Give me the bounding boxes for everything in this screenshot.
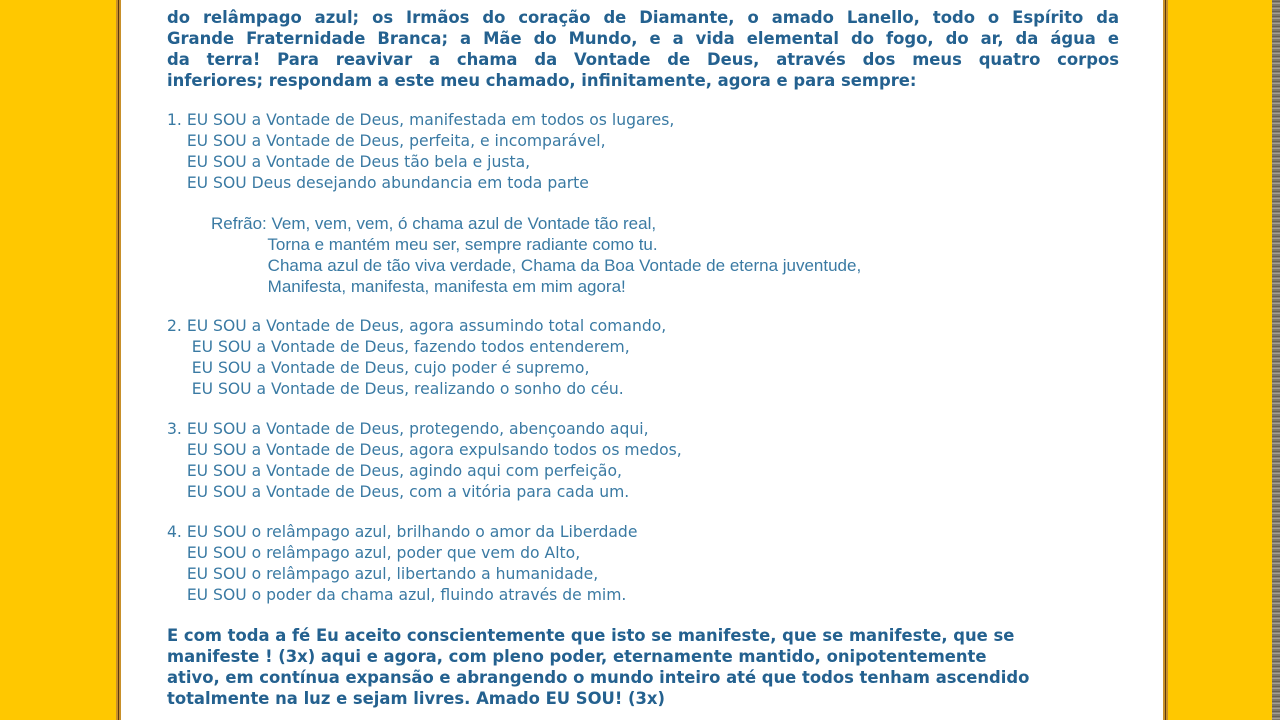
textured-edge-strip	[1272, 0, 1280, 720]
closing-line: ativo, em contínua expansão e abrangendo o mundo inteiro até que todos tenham ascendido	[167, 668, 1030, 687]
stanza-line: EU SOU o relâmpago azul, poder que vem do Alto,	[167, 544, 581, 562]
left-yellow-panel	[0, 0, 116, 720]
stanza-line: EU SOU o relâmpago azul, libertando a humanidade,	[167, 565, 599, 583]
intro-line: Grande Fraternidade Branca; a Mãe do Mundo, e a vida elemental do fogo, do ar, da água e	[167, 29, 1119, 48]
stanza-line: EU SOU a Vontade de Deus, fazendo todos entenderem,	[167, 338, 630, 356]
refrain-line: Refrão: Vem, vem, vem, ó chama azul de Vontade tão real,	[211, 214, 657, 233]
refrain-line: Torna e mantém meu ser, sempre radiante como tu.	[211, 235, 658, 254]
stanza-line: EU SOU o poder da chama azul, fluindo através de mim.	[167, 586, 627, 604]
right-yellow-panel	[1168, 0, 1272, 720]
stanza-line: 1. EU SOU a Vontade de Deus, manifestada em todos os lugares,	[167, 111, 675, 129]
stanza-4	[167, 522, 1119, 606]
stanza-line: EU SOU Deus desejando abundancia em toda parte	[167, 174, 589, 192]
stanza-line: EU SOU a Vontade de Deus, agora expulsando todos os medos,	[167, 441, 682, 459]
stanza-3	[167, 419, 1119, 503]
intro-line: inferiores; respondam a este meu chamado, infinitamente, agora e para sempre:	[167, 71, 917, 90]
closing-line: totalmente na luz e sejam livres. Amado EU SOU! (3x)	[167, 689, 665, 708]
closing-line: E com toda a fé Eu aceito conscientemente que isto se manifeste, que se manifeste, que se	[167, 626, 1015, 645]
stanza-line: 4. EU SOU o relâmpago azul, brilhando o amor da Liberdade	[167, 523, 638, 541]
refrain	[167, 213, 1119, 297]
stanza-line: EU SOU a Vontade de Deus, cujo poder é supremo,	[167, 359, 590, 377]
invocation-paragraph	[167, 0, 1119, 91]
stanza-line: 2. EU SOU a Vontade de Deus, agora assumindo total comando,	[167, 317, 667, 335]
refrain-line: Chama azul de tão viva verdade, Chama da Boa Vontade de eterna juventude,	[211, 256, 862, 275]
intro-line: da terra! Para reavivar a chama da Vontade de Deus, através dos meus quatro corpos	[167, 50, 1119, 69]
closing-line: manifeste ! (3x) aqui e agora, com pleno poder, eternamente mantido, onipotentemente	[167, 647, 987, 666]
stanza-line: EU SOU a Vontade de Deus, agindo aqui com perfeição,	[167, 462, 622, 480]
stanza-line: EU SOU a Vontade de Deus tão bela e justa,	[167, 153, 531, 171]
stanza-2	[167, 316, 1119, 400]
document-body	[167, 0, 1119, 709]
stanza-line: 3. EU SOU a Vontade de Deus, protegendo, abençoando aqui,	[167, 420, 649, 438]
refrain-line: Manifesta, manifesta, manifesta em mim agora!	[211, 277, 626, 296]
stanza-line: EU SOU a Vontade de Deus, com a vitória para cada um.	[167, 483, 630, 501]
document-page	[121, 0, 1163, 720]
stanza-line: EU SOU a Vontade de Deus, perfeita, e incomparável,	[167, 132, 606, 150]
intro-line: do relâmpago azul; os Irmãos do coração de Diamante, o amado Lanello, todo o Espírito da	[167, 8, 1119, 27]
stanza-line: EU SOU a Vontade de Deus, realizando o sonho do céu.	[167, 380, 624, 398]
stanza-1	[167, 110, 1119, 194]
closing-affirmation	[167, 625, 1119, 709]
